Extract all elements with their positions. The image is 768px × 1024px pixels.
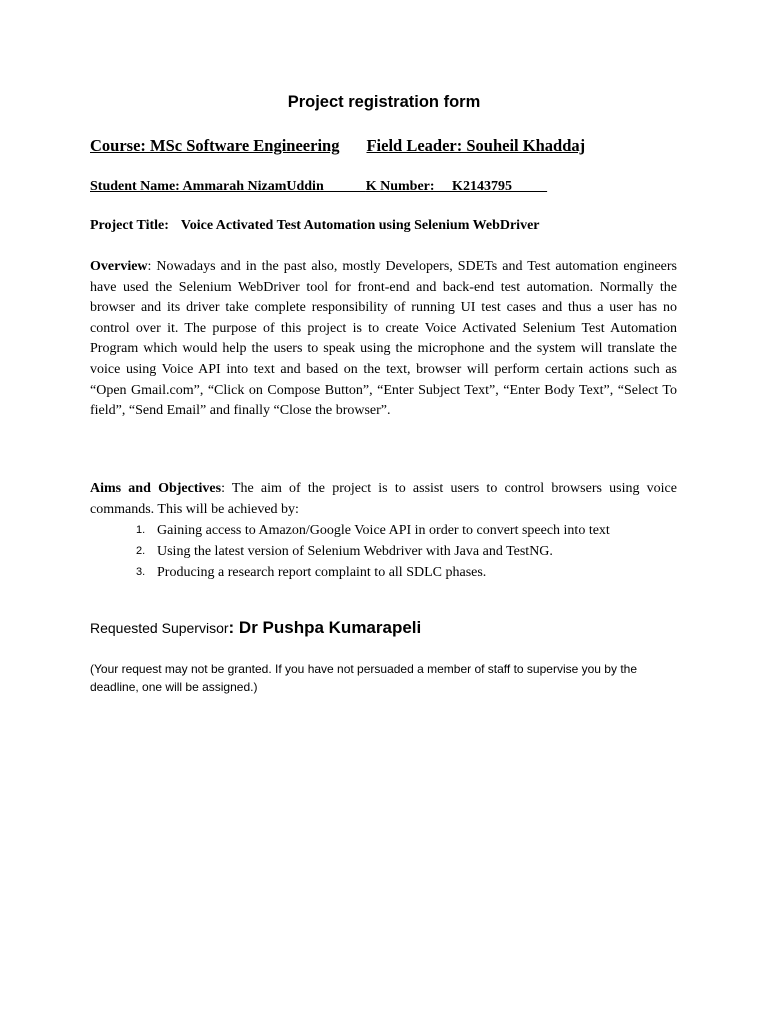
project-title-label: Project Title: <box>90 218 169 233</box>
list-item-number: 1. <box>136 524 146 536</box>
list-item <box>130 520 610 541</box>
list-item-text: Producing a research report complaint to all SDLC phases. <box>157 565 487 580</box>
course-line <box>90 136 585 156</box>
form-title: Project registration form <box>287 93 481 111</box>
list-item-number: 2. <box>136 545 146 557</box>
overview-heading: Overview <box>90 259 148 274</box>
overview-paragraph <box>90 257 677 422</box>
supervisor-label: Requested Supervisor <box>90 620 229 636</box>
list-item-number: 3. <box>136 566 146 578</box>
requested-supervisor <box>90 618 421 638</box>
project-title-value: Voice Activated Test Automation using Selenium WebDriver <box>180 218 540 233</box>
aims-heading: Aims and Objectives <box>90 481 222 496</box>
supervisor-name: : Dr Pushpa Kumarapeli <box>228 618 422 637</box>
list-item <box>130 541 610 562</box>
aims-text: : The aim of the project is to assist users to control browsers using voice commands. This will be achieved by: <box>90 481 677 517</box>
overview-text: : Nowadays and in the past also, mostly Developers, SDETs and Test automation engineers have used the Selenium WebDriver tool for front-end and back-end test automation. Normally the browser and its driver take complete responsibility of running UI test cases and thus a user has no control over it. The purpose of this project is to create Voice Activated Selenium Test Automation Program which would help the users to speak using the microphone and the system will translate the voice using Voice API into text and based on the text, browser will perform certain actions such as “Open Gmail.com”, “Click on Compose Button”, “Enter Subject Text”, “Enter Body Text”, “Select To field”, “Send Email” and finally “Close the browser”. <box>90 259 677 419</box>
aims-paragraph <box>90 479 677 520</box>
field-leader: Field Leader: Souheil Khaddaj <box>366 136 586 155</box>
list-item-text: Using the latest version of Selenium Webdriver with Java and TestNG. <box>157 544 553 559</box>
project-title-line <box>90 218 540 234</box>
k-number: K Number: __K2143795_____ <box>365 179 547 194</box>
course-label: Course: MSc Software Engineering <box>90 136 340 155</box>
list-item <box>130 562 610 583</box>
student-name: Student Name: Ammarah NizamUddin______ <box>90 179 366 194</box>
supervisor-note: (Your request may not be granted. If you have not persuaded a member of staff to supervise you by the deadline, one will be assigned.) <box>90 662 637 694</box>
objectives-list <box>130 520 610 583</box>
student-line <box>90 179 547 195</box>
list-item-text: Gaining access to Amazon/Google Voice API in order to convert speech into text <box>157 523 610 538</box>
